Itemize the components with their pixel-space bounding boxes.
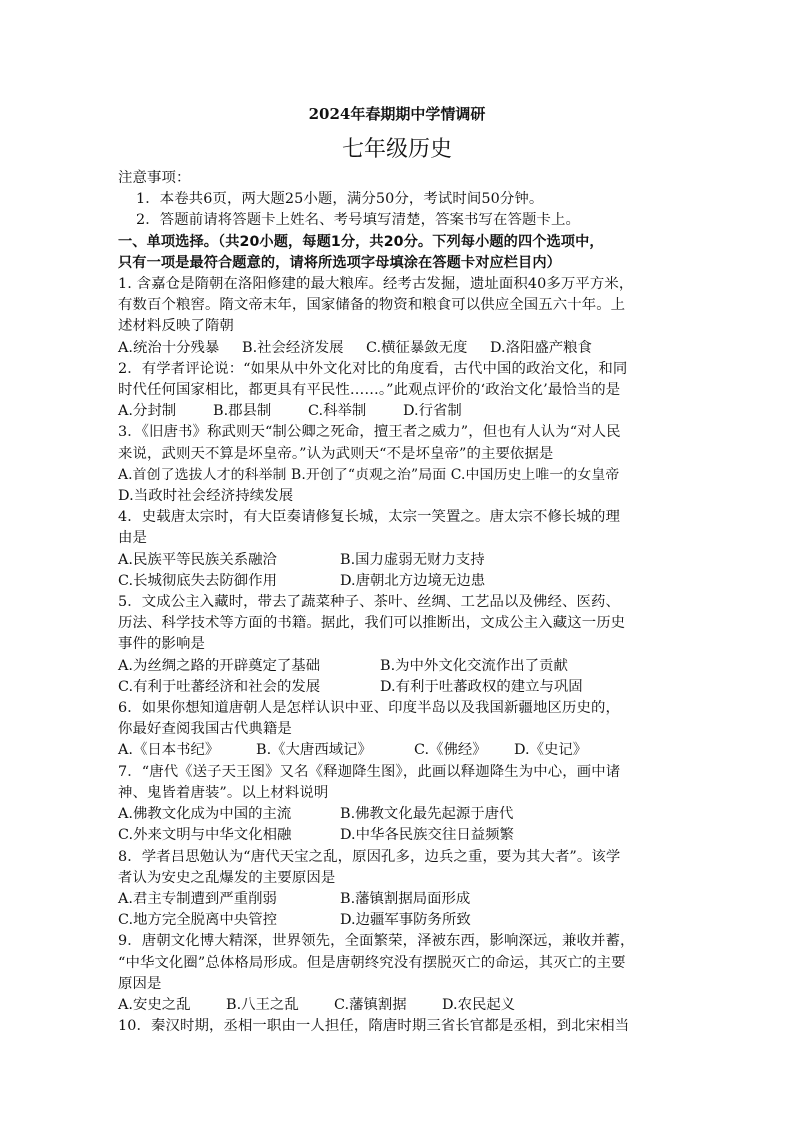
question-2	[118, 359, 676, 423]
question-text: 6．如果你想知道唐朝人是怎样认识中亚、印度半岛以及我国新疆地区历史的，	[118, 700, 620, 717]
option-a: A.佛教文化成为中国的主流	[118, 806, 292, 823]
option-b: B.佛教文化最先起源于唐代	[340, 806, 514, 823]
option-c: C.地方完全脱离中央管控	[118, 912, 277, 929]
question-text: 1. 含嘉仓是隋朝在洛阳修建的最大粮库。经考古发掘，遗址面积40多万平方米，	[118, 276, 634, 293]
question-text: 有数百个粮窖。隋文帝末年，国家储备的物资和粮食可以供应全国五六十年。上	[118, 297, 626, 314]
question-text: 10．秦汉时期，丞相一职由一人担任，隋唐时期三省长官都是丞相，到北宋相当	[118, 1018, 630, 1035]
options-row	[118, 910, 676, 931]
option-c: C.科举制	[308, 403, 367, 420]
question-text: 者认为安史之乱爆发的主要原因是	[118, 869, 336, 886]
question-text: 由是	[118, 530, 147, 547]
question-text: 述材料反映了隋朝	[118, 318, 234, 335]
option-a: A.为丝绸之路的开辟奠定了基础	[118, 657, 321, 674]
exam-title: 2024年春期期中学情调研	[308, 105, 486, 123]
option-c: C.长城彻底失去防御作用	[118, 572, 277, 589]
option-a: A.《日本书纪》	[118, 742, 220, 759]
question-text: 8．学者吕思勉认为“唐代天宝之乱，原因孔多，边兵之重，要为其大者”。该学	[118, 848, 621, 865]
exam-page	[118, 100, 676, 1037]
option-d: D.中华各民族交往日益频繁	[340, 827, 514, 844]
option-d: D.洛阳盛产粮食	[490, 339, 592, 356]
option-b: B.藩镇割据局面形成	[340, 890, 471, 907]
question-6	[118, 698, 676, 762]
option-b: B.社会经济发展	[242, 339, 344, 356]
question-5	[118, 592, 676, 698]
options-row	[118, 550, 676, 571]
question-text: 9．唐朝文化博大精深，世界领先，全面繁荣，泽被东西，影响深远，兼收并蓄，	[118, 933, 635, 950]
question-text: 时代任何国家相比，都更具有平民性……。”此观点评价的‘政治文化’最恰当的是	[118, 382, 621, 399]
question-8	[118, 847, 676, 932]
option-d: D.唐朝北方边境无边患	[340, 572, 486, 589]
question-1	[118, 274, 676, 359]
question-text: 神、鬼皆着唐装”。以上材料说明	[118, 784, 329, 801]
option-b: B.郡县制	[213, 403, 272, 420]
option-b: B.八王之乱	[226, 996, 299, 1013]
option-c: C.《佛经》	[414, 742, 487, 759]
option-c: C.外来文明与中华文化相融	[118, 827, 292, 844]
option-a: A.统治十分残暴	[118, 339, 220, 356]
option-d: D.《史记》	[514, 742, 588, 759]
options-row	[118, 995, 676, 1016]
question-10	[118, 1016, 676, 1037]
options-row	[118, 656, 676, 677]
question-text: 来说，武则天不算是坏皇帝。”认为武则天“不是坏皇帝”的主要依据是	[118, 445, 554, 462]
question-text: 7．“唐代《送子天王图》又名《释迦降生图》，此画以释迦降生为中心，画中诸	[118, 763, 621, 780]
exam-subject-title: 七年级历史	[341, 137, 452, 162]
question-9	[118, 931, 676, 1016]
question-3	[118, 422, 676, 507]
option-c: C.横征暴敛无度	[366, 339, 468, 356]
option-d: D.有利于吐蕃政权的建立与巩固	[380, 678, 583, 695]
options-row	[118, 338, 676, 359]
options-row	[118, 825, 676, 846]
section-heading: 只有一项是最符合题意的，请将所选项字母填涂在答题卡对应栏目内）	[118, 254, 561, 271]
option-c: C.藩镇割据	[334, 996, 407, 1013]
option-d: D.行省制	[403, 403, 462, 420]
question-text: 事件的影响是	[118, 636, 205, 653]
section-heading: 一、单项选择。（共20小题，每题1分，共20分。下列每小题的四个选项中，	[118, 233, 604, 250]
options-line: A.首创了选拔人才的科举制 B.开创了“贞观之治”局面 C.中国历史上唯一的女皇帝	[118, 466, 620, 483]
notice-item: 2．答题前请将答题卡上姓名、考号填写清楚，答案书写在答题卡上。	[136, 212, 580, 229]
question-text: 2．有学者评论说：“如果从中外文化对比的角度看，古代中国的政治文化，和同	[118, 360, 628, 377]
options-row	[118, 889, 676, 910]
options-row	[118, 740, 676, 761]
options-row	[118, 677, 676, 698]
option-a: A.君主专制遭到严重削弱	[118, 890, 277, 907]
option-a: A.安史之乱	[118, 996, 191, 1013]
option-d: D.边疆军事防务所致	[340, 912, 471, 929]
option-c: C.有利于吐蕃经济和社会的发展	[118, 678, 321, 695]
option-d: D.农民起义	[442, 996, 516, 1013]
options-row	[118, 571, 676, 592]
question-text: 你最好查阅我国古代典籍是	[118, 721, 292, 738]
notice-heading: 注意事项：	[118, 170, 191, 186]
question-text: 3．《旧唐书》称武则天“制公卿之死命，擅王者之威力”，但也有人认为“对人民	[118, 424, 621, 441]
option-b: B.为中外文化交流作出了贡献	[380, 657, 568, 674]
option-b: B.《大唐西域记》	[256, 742, 372, 759]
question-text: 5．文成公主入藏时，带去了蔬菜种子、茶叶、丝绸、工艺品以及佛经、医药、	[118, 594, 620, 611]
options-line: D.当政时社会经济持续发展	[118, 488, 294, 505]
question-7	[118, 762, 676, 847]
question-text: 原因是	[118, 975, 162, 992]
options-row	[118, 804, 676, 825]
options-row	[118, 401, 676, 422]
notice-item: 1．本卷共6页，两大题25小题，满分50分，考试时间50分钟。	[136, 191, 544, 208]
option-a: A.分封制	[118, 403, 177, 420]
question-text: 历法、科学技术等方面的书籍。据此，我们可以推断出，文成公主入藏这一历史	[118, 615, 626, 632]
option-a: A.民族平等民族关系融洽	[118, 551, 277, 568]
option-b: B.国力虚弱无财力支持	[340, 551, 485, 568]
question-text: 4．史载唐太宗时，有大臣奏请修复长城，太宗一笑置之。唐太宗不修长城的理	[118, 509, 620, 526]
question-text: “中华文化圈”总体格局形成。但是唐朝终究没有摆脱灭亡的命运，其灭亡的主要	[118, 954, 626, 971]
question-4	[118, 507, 676, 592]
